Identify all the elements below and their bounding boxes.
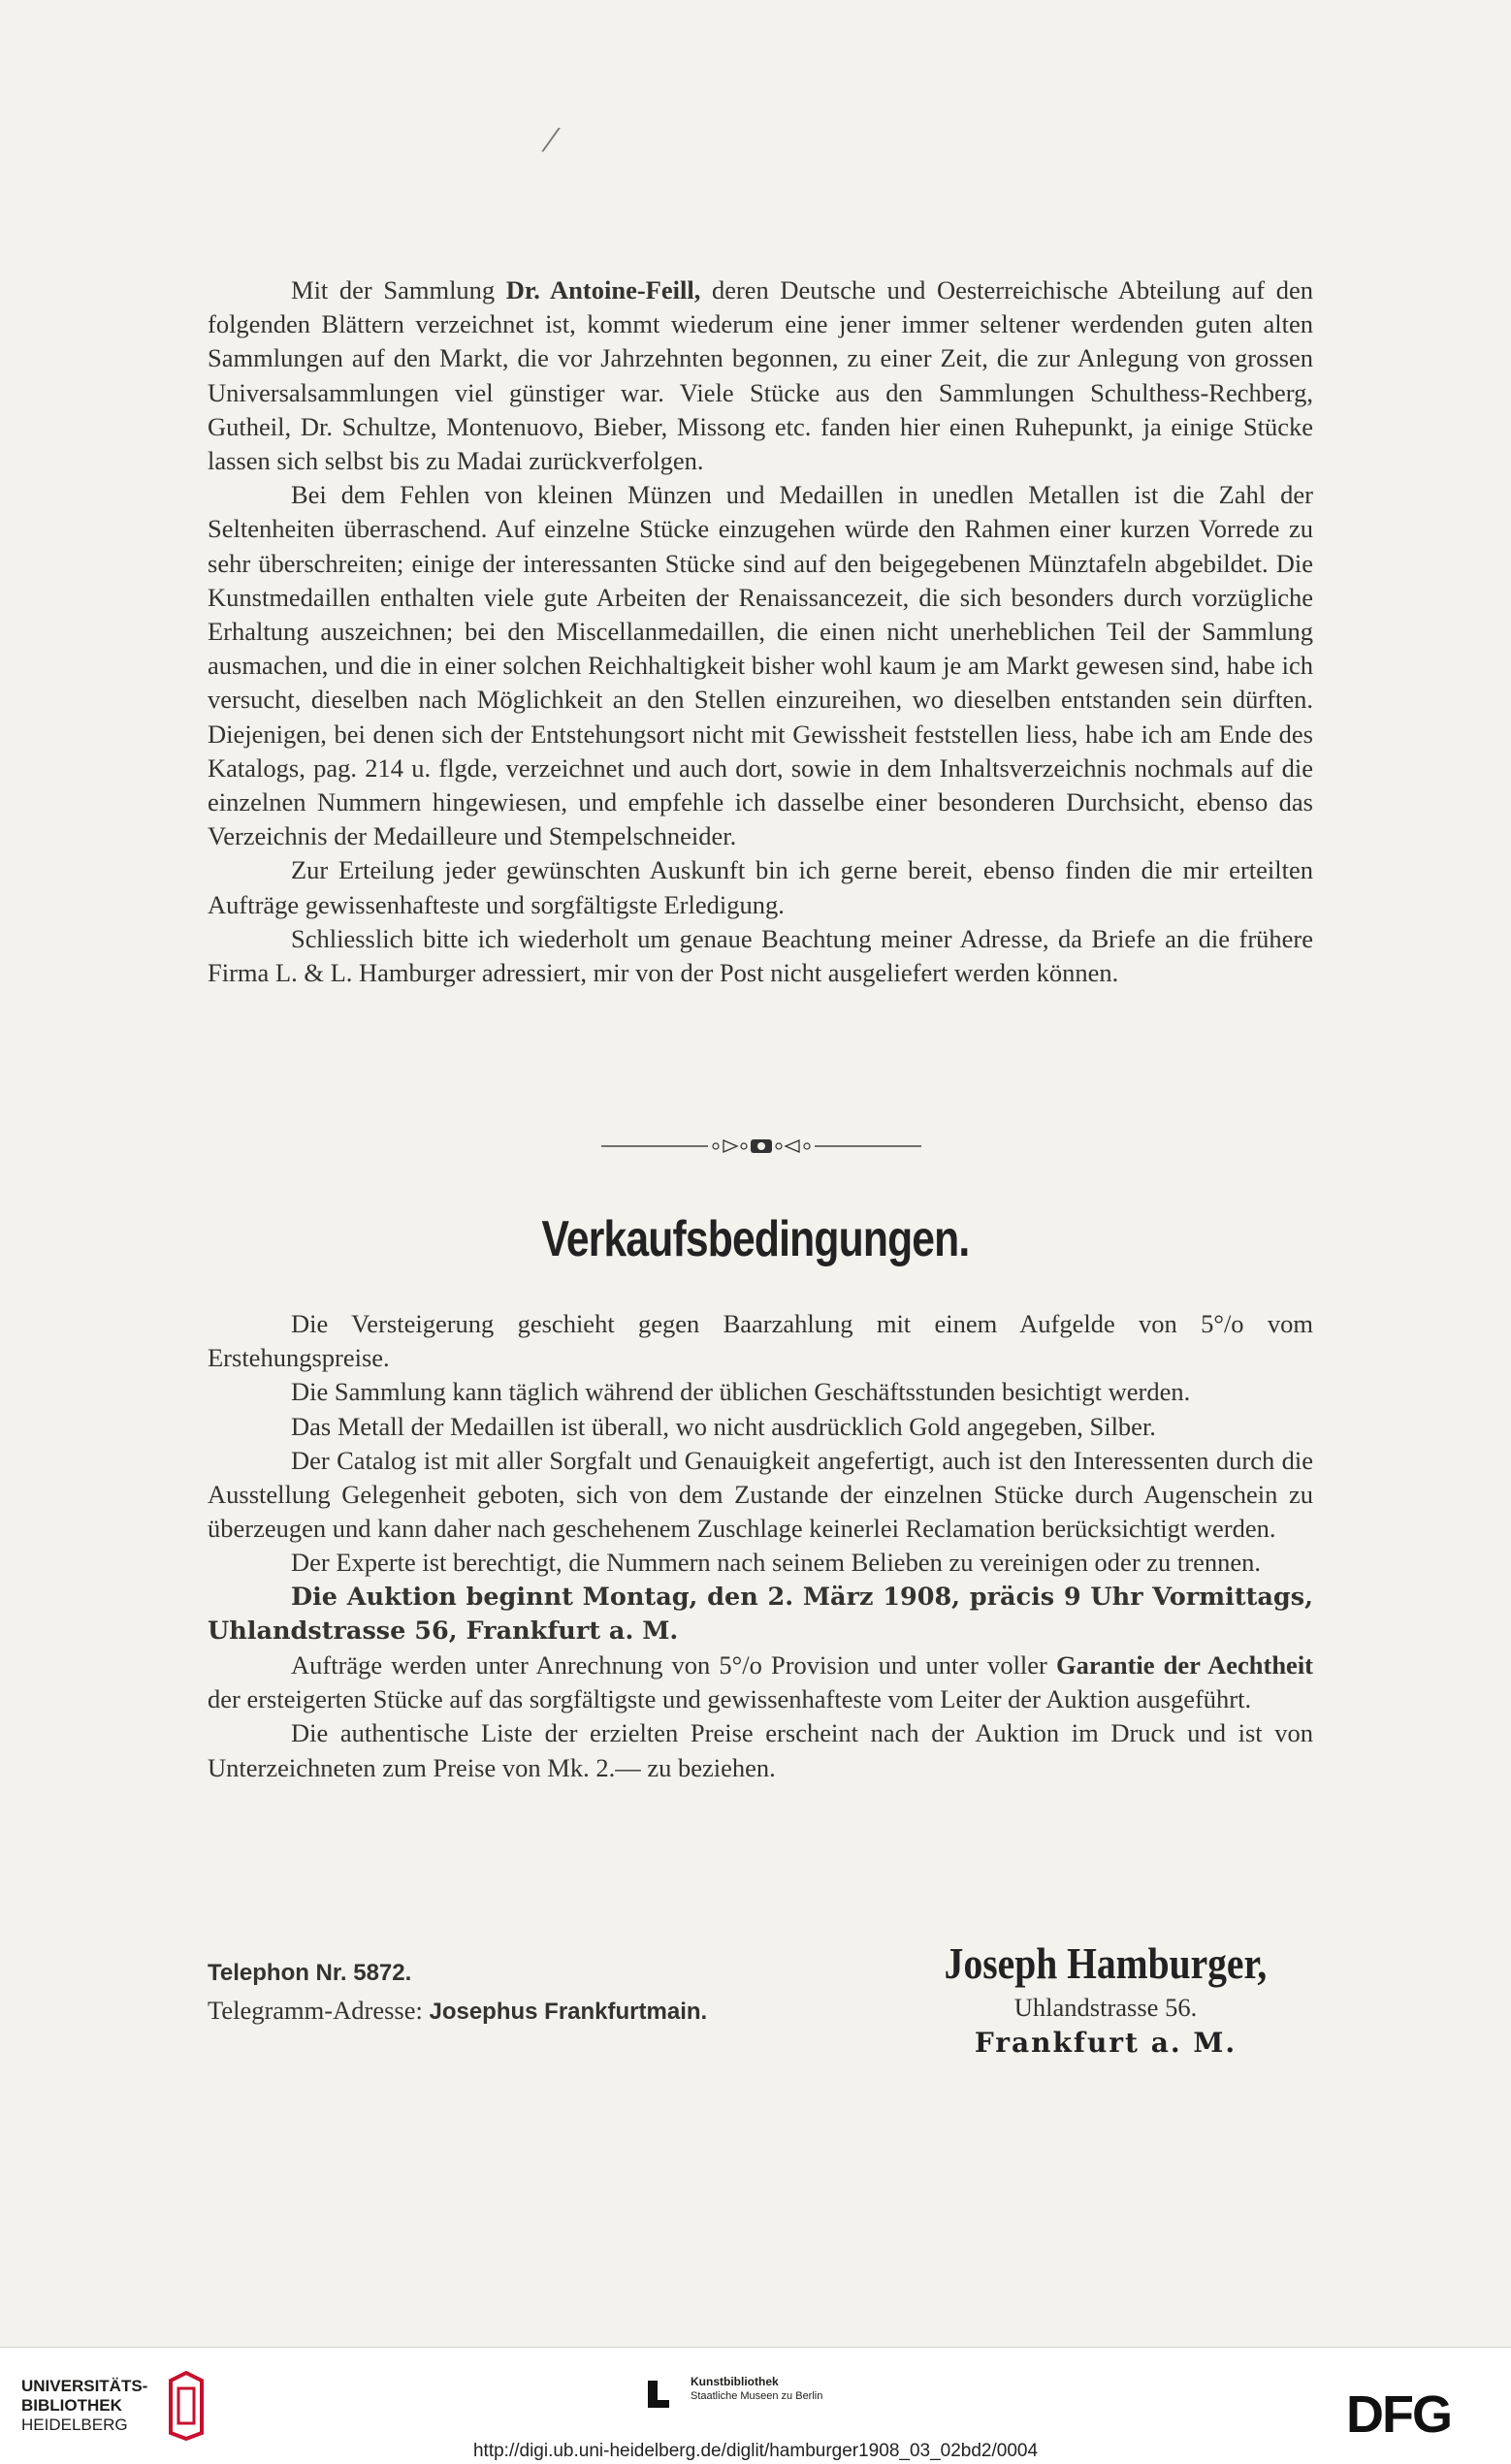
preface-p1-body: deren Deutsche und Oesterreichische Abteilung auf den folgenden Blättern verzeichnet ist, kommt wiederum eine jener immer seltener werdenden guten alten Sammlungen auf den Markt, die vor Jahrzehnten begonnen, zu einer Zeit, die zur Anlegung von grossen Universalsammlungen viel günstiger war. Viele Stücke aus den Sammlungen Schulthess-Rechberg, Gutheil, Dr. Schultze, Montenuovo, Bieber, Missong etc. fanden hier einen Ruhepunkt, ja einige Stücke lassen sich selbst bis zu Madai zurückverfolgen. (208, 275, 1313, 476)
condition-metal: Das Metall der Medaillen ist überall, wo nicht ausdrücklich Gold angegeben, Silber. (291, 1411, 1156, 1441)
preface-paragraph-1 (208, 273, 1313, 478)
sale-conditions (208, 1307, 1313, 1785)
commission-text-end: der ersteigerten Stücke auf das sorgfältigste und gewissenhafteste vom Leiter der Auktion ausgeführt. (208, 1684, 1252, 1714)
dfg-logo[interactable]: DFG (1346, 2385, 1451, 2444)
preface-text (208, 273, 1313, 990)
authenticity-guarantee: Garantie der Aechtheit (1056, 1650, 1313, 1680)
kb-subtitle: Staatliche Museen zu Berlin (691, 2390, 823, 2402)
condition-expert: Der Experte ist berechtigt, die Nummern nach seinem Belieben zu vereinigen oder zu trennen. (291, 1548, 1261, 1578)
condition-commission (208, 1648, 1313, 1716)
condition-catalog: Der Catalog ist mit aller Sorgfalt und Genauigkeit angefertigt, auch ist den Interessenten durch die Ausstellung Gelegenheit geboten, sich von dem Zustande der einzelnen Stücke durch Augenschein zu überzeugen und kann daher nach geschehenem Zuschlage keinerlei Reclamation berücksichtigt werden. (208, 1445, 1313, 1544)
permalink-url[interactable]: http://digi.ub.uni-heidelberg.de/diglit/hamburger1908_03_02bd2/0004 (472, 2441, 1039, 2461)
telegram-address (208, 1992, 707, 2031)
kunstbibliothek-logo[interactable] (691, 2375, 822, 2404)
firm-city: Frankfurt a. M. (974, 2027, 1238, 2059)
telephone-number: Telephon Nr. 5872. (208, 1960, 412, 1986)
ub-line-2: BIBLIOTHEK (21, 2396, 122, 2415)
collector-name: Dr. Antoine-Feill, (505, 275, 701, 304)
telegram-value: Josephus Frankfurtmain. (429, 1999, 708, 2025)
kb-title: Kunstbibliothek (691, 2375, 779, 2388)
firm-name: Joseph Hamburger, (944, 1938, 1268, 1988)
preface-paragraph-2: Bei dem Fehlen von kleinen Münzen und Medaillen in unedlen Metallen ist die Zahl der Seltenheiten überraschend. Auf einzelne Stücke einzugehen würde den Rahmen einer kurzen Vorrede zu sehr überschreiten; einige der interessanten Stücke sind auf den beigegebenen Münztafeln abgebildet. Die Kunstmedaillen enthalten viele gute Arbeiten der Renaissancezeit, die sich besonders durch vorzügliche Erhaltung auszeichnen; bei den Miscellanmedaillen, die einen nicht unerheblichen Teil der Sammlung ausmachen, und die in einer solchen Reichhaltigkeit bisher wohl kaum je am Markt gewesen sind, habe ich versucht, dieselben nach Möglichkeit an den Stellen einzureihen, wo dieselben entstanden sein dürften. Diejenigen, bei denen sich der Entstehungsort nicht mit Gewissheit feststellen liess, habe ich am Ende des Katalogs, pag. 214 u. flgde, verzeichnet und auch dort, sowie in dem Inhaltsverzeichnis nochmals auf die einzelnen Nummern hingewiesen, und empfehle ich dasselbe einer besonderen Durchsicht, ebenso das Verzeichnis der Medailleure und Stempelschneider. (208, 480, 1313, 851)
auction-date-notice: Die Auktion beginnt Montag, den 2. März 1908, präcis 9 Uhr Vormittags, Uhlandstrasse 56, Frankfurt a. M. (208, 1582, 1313, 1646)
contact-info (208, 1955, 707, 2031)
firm-street: Uhlandstrasse 56. (1013, 1993, 1198, 2022)
ub-emblem-icon (167, 2371, 206, 2441)
telegram-label: Telegramm-Adresse: (208, 1996, 423, 2025)
commission-text-start: Aufträge werden unter Anrechnung von 5°/o Provision und unter voller (291, 1650, 1047, 1680)
preface-p1-intro: Mit der Sammlung (291, 275, 496, 304)
section-title: Verkaufsbedingungen. (541, 1211, 970, 1267)
condition-payment: Die Versteigerung geschieht gegen Baarzahlung mit einem Aufgelde von 5°/o vom Erstehungspreise. (208, 1309, 1313, 1373)
firm-signature (873, 1937, 1338, 2059)
preface-paragraph-4: Schliesslich bitte ich wiederholt um genaue Beachtung meiner Adresse, da Briefe an die frühere Firma L. & L. Hamburger adressiert, mir von der Post nicht ausgeliefert werden können. (208, 923, 1313, 988)
ub-line-1: UNIVERSITÄTS- (21, 2377, 148, 2395)
preface-paragraph-3: Zur Erteilung jeder gewünschten Auskunft bin ich gerne bereit, ebenso finden die mir erteilten Aufträge gewissenhafteste und sorgfältigste Erledigung. (208, 855, 1313, 919)
condition-viewing: Die Sammlung kann täglich während der üblichen Geschäftsstunden besichtigt werden. (291, 1377, 1191, 1407)
ub-line-3: HEIDELBERG (21, 2416, 128, 2434)
kunstbibliothek-icon (644, 2377, 673, 2416)
condition-price-list: Die authentische Liste der erzielten Preise erscheint nach der Auktion im Druck und ist von Unterzeichneten zum Preise von Mk. 2.— zu beziehen. (208, 1718, 1313, 1782)
ornamental-divider (601, 1135, 921, 1158)
ub-heidelberg-logo[interactable] (21, 2377, 147, 2435)
digitization-footer (0, 2347, 1511, 2464)
pencil-mark: / (541, 116, 560, 162)
